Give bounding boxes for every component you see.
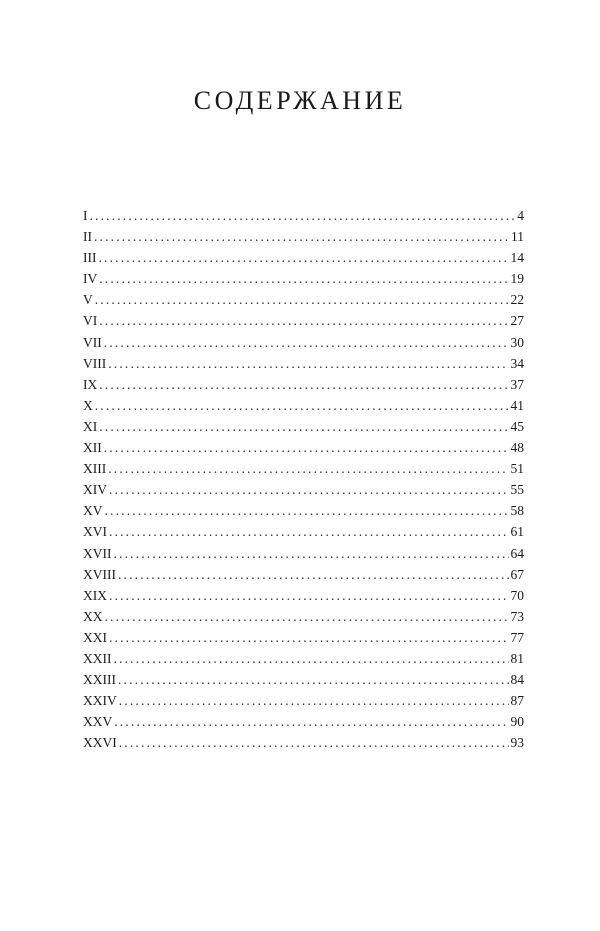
toc-entry-page: 22 <box>510 292 524 308</box>
toc-entry[interactable] <box>83 711 524 732</box>
toc-leader <box>118 564 509 585</box>
toc-entry[interactable] <box>83 585 524 606</box>
toc-leader <box>108 458 508 479</box>
toc-entry-page: 70 <box>510 587 524 603</box>
toc-entry-page: 41 <box>510 397 524 413</box>
toc-leader <box>99 247 509 268</box>
toc-entry-label: XXV <box>83 714 113 730</box>
toc-entry[interactable] <box>83 479 524 500</box>
toc-leader <box>118 669 509 690</box>
toc-entry-page: 58 <box>510 503 524 519</box>
toc-entry-label: XIII <box>83 461 107 477</box>
page-title: СОДЕРЖАНИЕ <box>193 86 407 115</box>
toc-entry[interactable] <box>83 606 524 627</box>
toc-entry-page: 90 <box>510 714 524 730</box>
toc-entry-label: XXIV <box>83 693 117 709</box>
toc-entry-label: V <box>83 292 93 308</box>
toc-leader <box>105 500 509 521</box>
toc-entry[interactable] <box>83 332 524 353</box>
toc-entry[interactable] <box>83 437 524 458</box>
toc-entry-page: 93 <box>510 735 524 751</box>
toc-entry[interactable] <box>83 543 524 564</box>
toc-entry-label: XXI <box>83 629 107 645</box>
toc-entry-label: XIV <box>83 482 107 498</box>
toc-entry-page: 84 <box>510 672 524 688</box>
toc-entry-page: 81 <box>510 650 524 666</box>
toc-entry[interactable] <box>83 500 524 521</box>
toc-entry-label: XV <box>83 503 103 519</box>
toc-leader <box>99 268 508 289</box>
toc-entry[interactable] <box>83 690 524 711</box>
toc-entry-page: 77 <box>510 629 524 645</box>
toc-entry-page: 30 <box>510 334 524 350</box>
toc-entry-label: X <box>83 397 93 413</box>
toc-entry[interactable] <box>83 205 524 226</box>
toc-entry[interactable] <box>83 289 524 310</box>
toc-entry[interactable] <box>83 521 524 542</box>
toc-entry-page: 64 <box>510 545 524 561</box>
toc-entry[interactable] <box>83 226 524 247</box>
toc-entry-label: XVII <box>83 545 112 561</box>
toc-leader <box>94 226 509 247</box>
toc-entry-label: I <box>83 208 88 223</box>
toc-entry[interactable] <box>83 458 524 479</box>
toc-leader <box>114 711 508 732</box>
toc-entry[interactable] <box>83 395 524 416</box>
toc-leader <box>114 648 509 669</box>
toc-entry-page: 19 <box>510 271 524 287</box>
toc-entry-page: 27 <box>510 313 524 329</box>
table-of-contents <box>83 205 524 753</box>
toc-leader <box>108 353 508 374</box>
toc-entry-label: VI <box>83 313 98 329</box>
toc-leader <box>105 606 509 627</box>
toc-entry[interactable] <box>83 310 524 331</box>
toc-entry-page: 37 <box>510 376 524 392</box>
toc-entry-label: XXIII <box>83 672 116 688</box>
toc-entry-label: XX <box>83 608 103 624</box>
toc-entry-label: II <box>83 229 92 245</box>
toc-entry[interactable] <box>83 268 524 289</box>
toc-entry-label: VII <box>83 334 102 350</box>
toc-entry-page: 4 <box>517 208 524 223</box>
toc-leader <box>119 690 509 711</box>
toc-leader <box>99 310 508 331</box>
toc-entry-label: XXII <box>83 650 112 666</box>
toc-leader <box>99 374 508 395</box>
toc-entry-page: 14 <box>510 250 524 266</box>
toc-entry-label: XII <box>83 440 102 456</box>
toc-entry-page: 51 <box>510 461 524 477</box>
toc-leader <box>109 479 509 500</box>
toc-leader <box>114 543 509 564</box>
toc-entry-page: 73 <box>510 608 524 624</box>
toc-entry[interactable] <box>83 353 524 374</box>
toc-entry-page: 87 <box>510 693 524 709</box>
toc-entry-label: VIII <box>83 355 107 371</box>
toc-entry[interactable] <box>83 669 524 690</box>
toc-entry[interactable] <box>83 627 524 648</box>
toc-entry-page: 55 <box>510 482 524 498</box>
toc-leader <box>109 585 509 606</box>
toc-entry-label: XIX <box>83 587 107 603</box>
toc-entry-label: XVI <box>83 524 107 540</box>
toc-entry[interactable] <box>83 648 524 669</box>
toc-leader <box>99 416 508 437</box>
toc-entry-label: XVIII <box>83 566 116 582</box>
toc-entry-page: 61 <box>510 524 524 540</box>
toc-leader <box>90 205 516 226</box>
toc-entry-page: 48 <box>510 440 524 456</box>
toc-leader <box>104 332 509 353</box>
toc-entry-label: III <box>83 250 97 266</box>
toc-entry[interactable] <box>83 416 524 437</box>
toc-entry[interactable] <box>83 374 524 395</box>
toc-leader <box>109 627 509 648</box>
toc-leader <box>119 732 509 753</box>
toc-entry-label: IX <box>83 376 98 392</box>
toc-leader <box>104 437 509 458</box>
toc-entry-page: 11 <box>511 229 524 245</box>
toc-leader <box>95 289 509 310</box>
toc-entry-page: 67 <box>510 566 524 582</box>
toc-leader <box>109 521 509 542</box>
toc-entry[interactable] <box>83 564 524 585</box>
toc-entry[interactable] <box>83 247 524 268</box>
toc-leader <box>95 395 509 416</box>
toc-entry-label: XI <box>83 418 98 434</box>
toc-entry-label: IV <box>83 271 98 287</box>
toc-entry-page: 45 <box>510 418 524 434</box>
toc-entry-label: XXVI <box>83 735 117 751</box>
toc-entry-page: 34 <box>510 355 524 371</box>
toc-entry[interactable] <box>83 732 524 753</box>
